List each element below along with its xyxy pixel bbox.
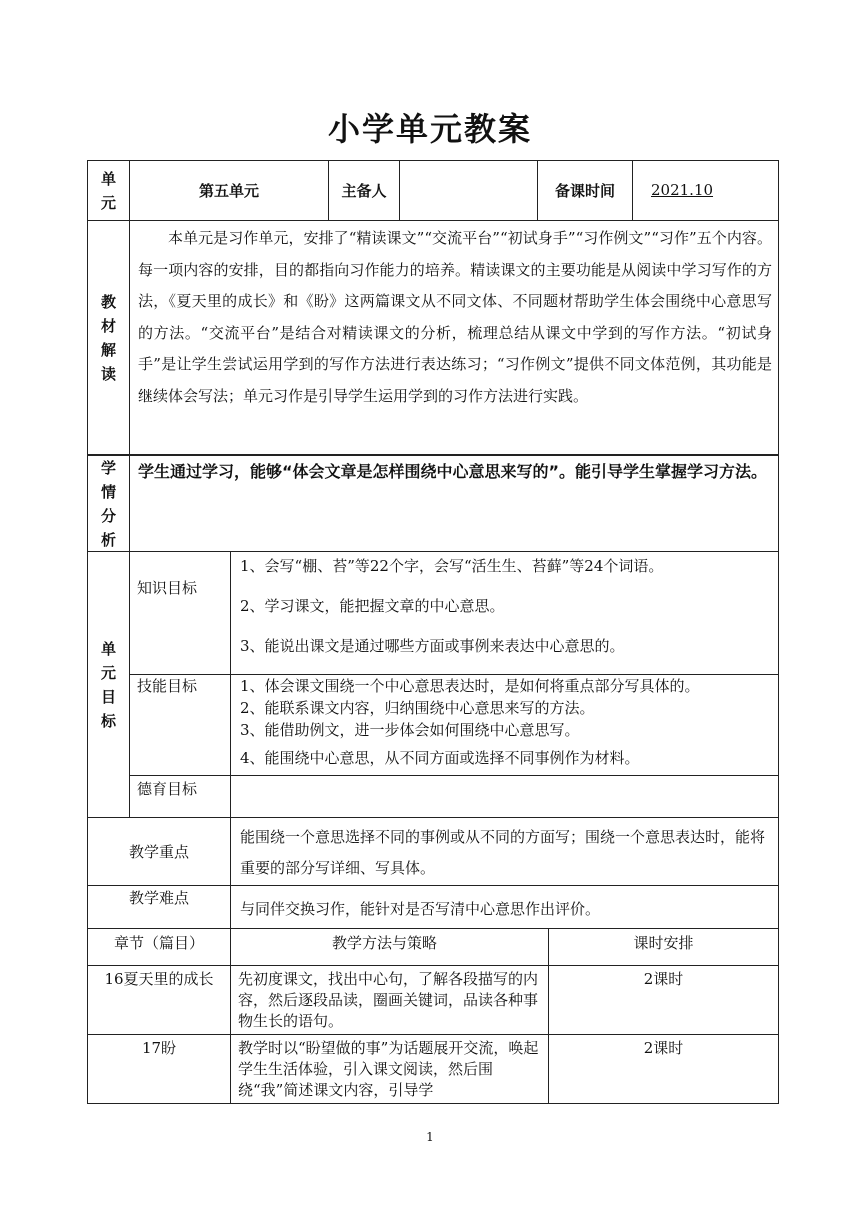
learning-analysis-label: 学情分析 bbox=[100, 458, 116, 549]
skill-goal-list bbox=[240, 676, 775, 774]
table-row-method: 先初度课文，找出中心句，了解各段描写的内容，然后逐段品读，圈画关键词，品读各种事物生长的语句。 bbox=[238, 970, 539, 1030]
difficulties-content: 与同伴交换习作，能针对是否写清中心意思作出评价。 bbox=[240, 900, 601, 918]
textbook-analysis-label: 教材解读 bbox=[100, 292, 116, 383]
knowledge-goal-item: 1、会写“棚、苔”等22个字，会写“活生生、苔藓”等24个词语。 bbox=[240, 557, 664, 575]
page-number: 1 bbox=[426, 1130, 434, 1144]
chapter-header: 章节（篇目） bbox=[113, 934, 204, 952]
unit-goals-label: 单元目标 bbox=[100, 639, 116, 730]
skill-goal-label: 技能目标 bbox=[137, 677, 198, 695]
difficulties-label: 教学难点 bbox=[128, 889, 189, 907]
knowledge-goal-list bbox=[240, 556, 775, 672]
knowledge-goal-item: 2、学习课文，能把握文章的中心意思。 bbox=[240, 597, 505, 615]
hours-header: 课时安排 bbox=[633, 934, 694, 952]
key-points-content: 能围绕一个意思选择不同的事例或从不同的方面写；围绕一个意思表达时，能将重要的部分写详细、写具体。 bbox=[240, 828, 766, 877]
prep-time-value: 2021.10 bbox=[651, 181, 714, 199]
knowledge-goal-item: 3、能说出课文是通过哪些方面或事例来表达中心意思的。 bbox=[240, 637, 625, 655]
skill-goal-item: 2、能联系课文内容，归纳围绕中心意思来写的方法。 bbox=[240, 699, 595, 717]
table-row-hours: 2课时 bbox=[643, 1039, 684, 1057]
skill-goal-item: 1、体会课文围绕一个中心意思表达时，是如何将重点部分写具体的。 bbox=[240, 677, 700, 695]
skill-goal-item: 3、能借助例文，进一步体会如何围绕中心意思写。 bbox=[240, 721, 580, 739]
moral-goal-label: 德育目标 bbox=[137, 780, 198, 798]
table-row-chapter: 16夏天里的成长 bbox=[104, 970, 214, 988]
method-header: 教学方法与策略 bbox=[331, 934, 437, 952]
prep-time-label: 备课时间 bbox=[554, 181, 615, 200]
table-row-chapter: 17盼 bbox=[141, 1039, 177, 1057]
unit-value: 第五单元 bbox=[198, 181, 259, 200]
knowledge-goal-label: 知识目标 bbox=[137, 579, 198, 597]
moral-goal-content bbox=[240, 779, 775, 815]
textbook-analysis-content: 本单元是习作单元，安排了“精读课文”“交流平台”“初试身手”“习作例文”“习作”五个内容。每一项内容的安排，目的都指向习作能力的培养。精读课文的主要功能是从阅读中学习写作的方法，《夏天里的成长》和《盼》这两篇课文从不同文体、不同题材帮助学生体会围绕中心意思写的方法。“交流平台”是结合对精读课文的分析，梳理总结从课文中学到的写作方法。“初试身手”是让学生尝试运用学到的写作方法进行表达练习；“习作例文”提供不同文体范例，其功能是继续体会写法；单元习作是引导学生运用学到的习作方法进行实践。 bbox=[138, 229, 772, 405]
table-row-method: 教学时以“盼望做的事”为话题展开交流，唤起学生生活体验，引入课文阅读，然后围绕“我”简述课文内容，引导学 bbox=[238, 1039, 539, 1099]
skill-goal-item: 4、能围绕中心意思，从不同方面或选择不同事例作为材料。 bbox=[240, 749, 640, 767]
learning-analysis-content: 学生通过学习，能够“体会文章是怎样围绕中心意思来写的”。能引导学生掌握学习方法。 bbox=[138, 462, 768, 481]
document-title: 小学单元教案 bbox=[327, 110, 532, 148]
key-points-label: 教学重点 bbox=[128, 842, 189, 861]
unit-label: 单元 bbox=[100, 169, 116, 212]
table-row-hours: 2课时 bbox=[643, 970, 684, 988]
preparer-label: 主备人 bbox=[341, 181, 387, 200]
